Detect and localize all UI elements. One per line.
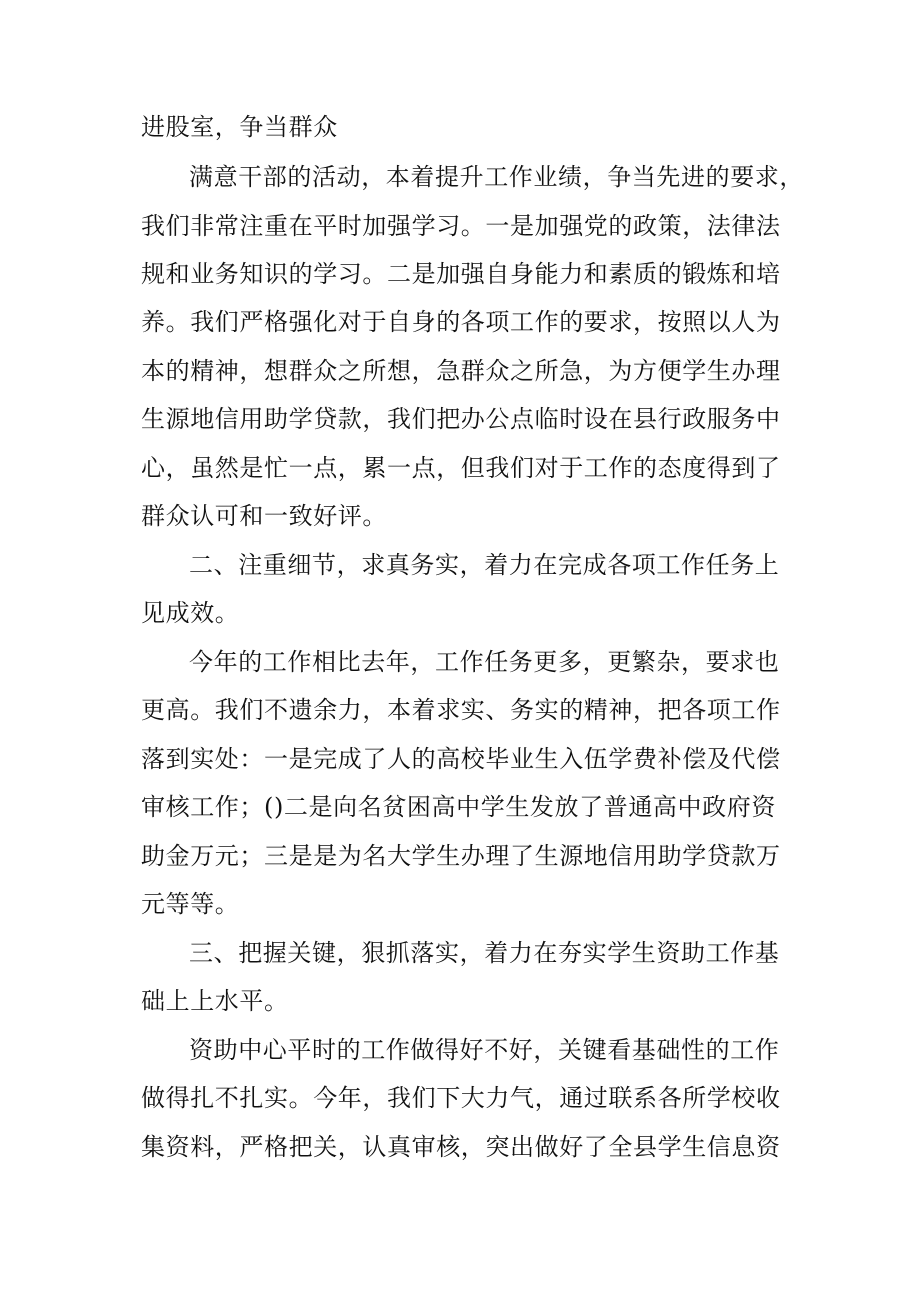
section-heading-line: 见成效。: [141, 599, 240, 627]
text-line: 落到实处：一是完成了人的高校毕业生入伍学费补偿及代偿: [141, 745, 781, 773]
text-line: 群众认可和一致好评。: [141, 502, 387, 530]
text-line: 我们非常注重在平时加强学习。一是加强党的政策，法律法: [141, 212, 781, 240]
paragraph-start-line: 资助中心平时的工作做得好不好，关键看基础性的工作: [189, 1036, 780, 1064]
paragraph-start-line: 满意干部的活动，本着提升工作业绩，争当先进的要求，: [189, 163, 804, 191]
text-line: 元等等。: [141, 890, 240, 918]
text-line: 生源地信用助学贷款，我们把办公点临时设在县行政服务中: [141, 405, 781, 433]
text-line: 规和业务知识的学习。二是加强自身能力和素质的锻炼和培: [141, 260, 781, 288]
text-line: 心，虽然是忙一点，累一点，但我们对于工作的态度得到了: [141, 454, 781, 482]
text-line: 养。我们严格强化对于自身的各项工作的要求，按照以人为: [141, 308, 781, 336]
text-line: 审核工作；()二是向名贫困高中学生发放了普通高中政府资: [141, 793, 776, 821]
text-line: 集资料，严格把关，认真审核，突出做好了全县学生信息资: [141, 1133, 781, 1161]
text-line: 助金万元；三是是为名大学生办理了生源地信用助学贷款万: [141, 842, 781, 870]
text-line: 进股室，争当群众: [141, 113, 338, 141]
text-line: 本的精神，想群众之所想，急群众之所急，为方便学生办理: [141, 357, 781, 385]
text-line: 更高。我们不遗余力，本着求实、务实的精神，把各项工作: [141, 696, 781, 724]
section-heading-line: 二、注重细节，求真务实，着力在完成各项工作任务上: [189, 551, 780, 579]
paragraph-start-line: 今年的工作相比去年，工作任务更多，更繁杂，要求也: [189, 648, 780, 676]
section-heading-line: 础上上水平。: [141, 987, 289, 1015]
text-line: 做得扎不扎实。今年，我们下大力气，通过联系各所学校收: [141, 1084, 781, 1112]
section-heading-line: 三、把握关键，狠抓落实，着力在夯实学生资助工作基: [189, 939, 780, 967]
